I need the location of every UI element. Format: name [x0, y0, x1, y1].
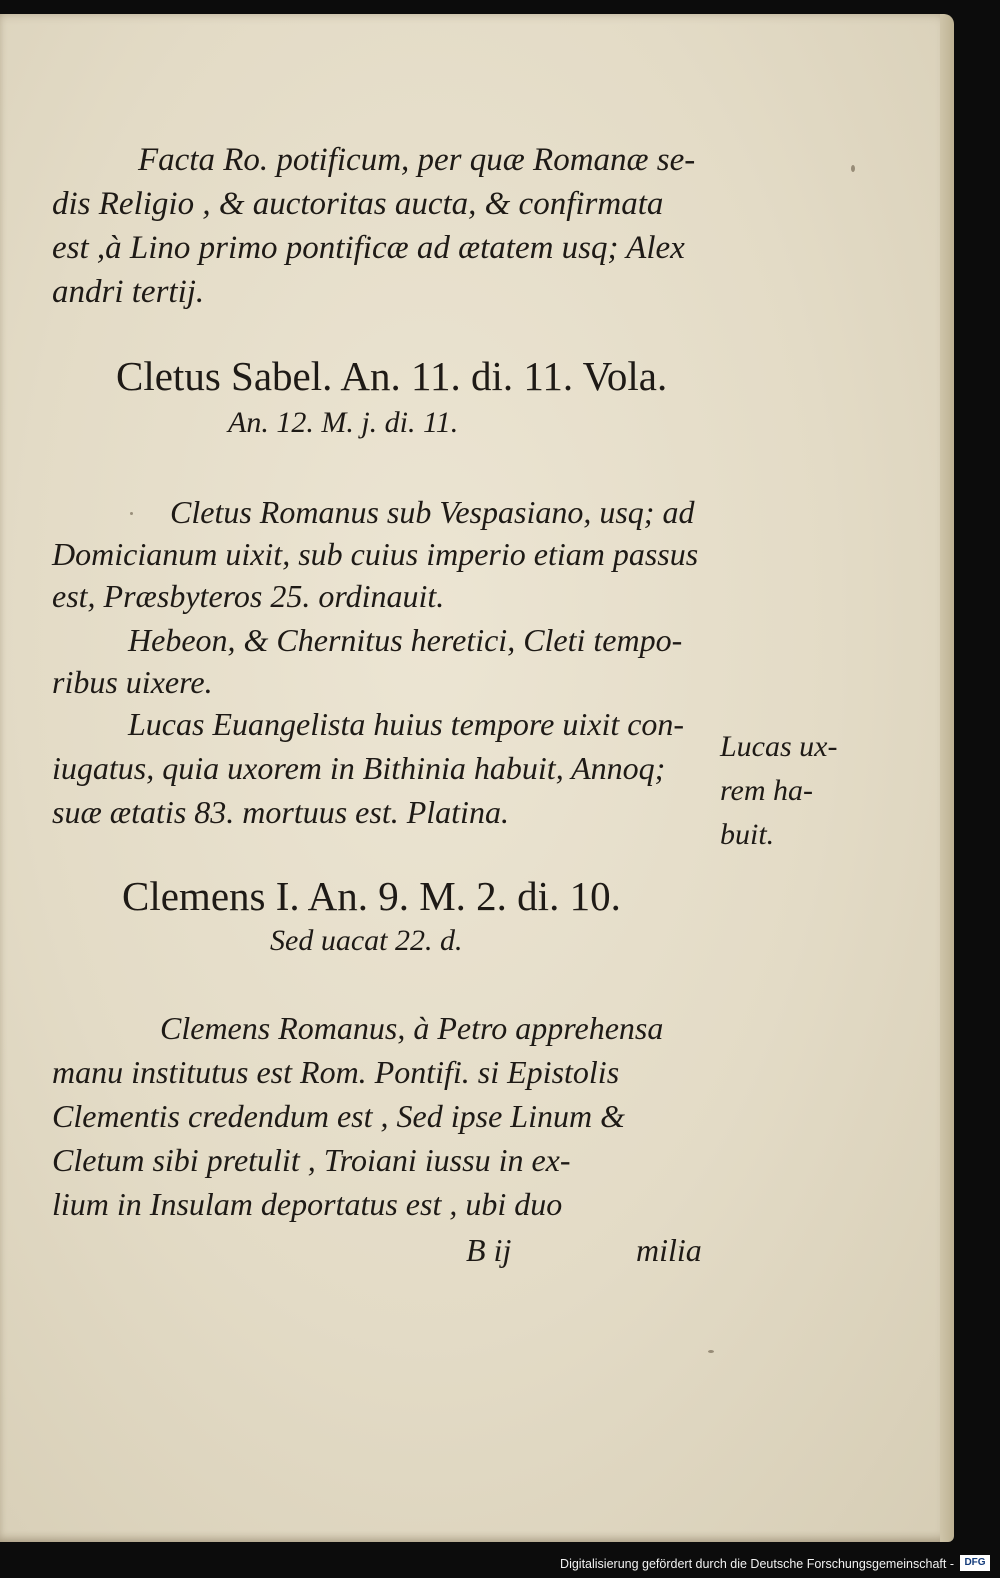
body-line: est, Præsbyteros 25. ordinauit. [52, 578, 445, 614]
body-line: Cletus Romanus sub Vespasiano, usq; ad [170, 494, 695, 530]
body-line: manu institutus est Rom. Pontifi. si Epistolis [52, 1054, 620, 1090]
digitization-footer [0, 1544, 1000, 1578]
body-line: ribus uixere. [52, 664, 213, 700]
section-heading: Clemens I. An. 9. M. 2. di. 10. [122, 873, 621, 919]
signature-mark: B ij [466, 1232, 512, 1268]
body-line: Clementis credendum est , Sed ipse Linum & [52, 1098, 625, 1134]
body-line: Lucas Euangelista huius tempore uixit con- [128, 706, 685, 742]
section-subheading: An. 12. M. j. di. 11. [228, 406, 459, 439]
section-subheading: Sed uacat 22. d. [270, 924, 463, 957]
paper-speck [130, 512, 133, 515]
paper-speck [708, 1350, 714, 1353]
body-line: iugatus, quia uxorem in Bithinia habuit, Annoq; [52, 750, 666, 786]
intro-line: dis Religio , & auctoritas aucta, & confirmata [52, 186, 664, 222]
body-line: Cletum sibi pretulit , Troiani iussu in ex- [52, 1142, 571, 1178]
section-heading: Cletus Sabel. An. 11. di. 11. Vola. [116, 353, 668, 399]
body-line: suæ ætatis 83. mortuus est. Platina. [52, 794, 509, 830]
margin-note-line: rem ha- [720, 774, 814, 807]
intro-line: Facta Ro. potificum, per quæ Romanæ se- [138, 142, 696, 178]
footer-credit: Digitalisierung gefördert durch die Deutsche Forschungsgemeinschaft - [560, 1557, 954, 1571]
margin-note-line: Lucas ux- [720, 730, 838, 763]
margin-note-line: buit. [720, 818, 775, 851]
body-line: Clemens Romanus, à Petro apprehensa [160, 1010, 664, 1046]
intro-line: andri tertij. [52, 274, 205, 310]
paper-speck [851, 165, 855, 172]
body-line: Domicianum uixit, sub cuius imperio etiam passus [52, 536, 699, 572]
body-line: Hebeon, & Chernitus heretici, Cleti tempo- [128, 622, 683, 658]
page-edge [940, 14, 954, 1542]
dfg-logo-icon: DFG [960, 1555, 990, 1571]
body-line: lium in Insulam deportatus est , ubi duo [52, 1186, 563, 1222]
catchword: milia [636, 1232, 702, 1268]
intro-line: est ,à Lino primo pontificæ ad ætatem usq; Alex [52, 230, 685, 266]
